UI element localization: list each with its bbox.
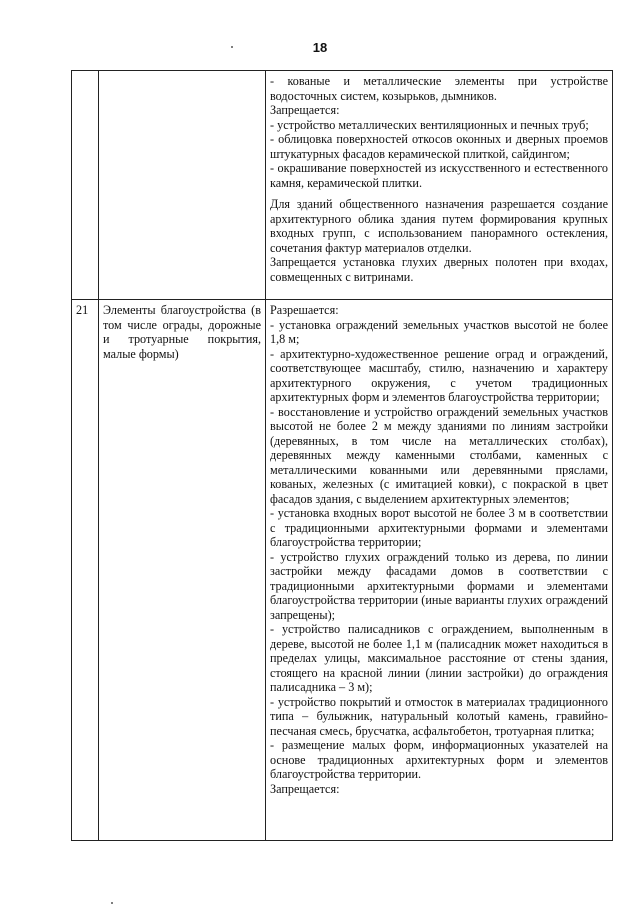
requirement-item: Запрещается установка глухих дверных полотен при входах, совмещенных с витринами. — [270, 255, 608, 284]
requirement-heading: Разрешается: — [270, 303, 339, 317]
element-cell — [99, 300, 266, 841]
element-name: Элементы благоустройства (в том числе ограды, дорожные и тротуарные покрытия, малые формы) — [103, 303, 261, 361]
requirement-heading: Запрещается: — [270, 781, 340, 796]
requirement-item: - восстановление и устройство ограждений земельных участков высотой не более 2 м между зданиями по линиям застройки (деревянных, в том числе на металлических столбах), деревянных между каменными столбами, каменных с металлическими кованными или деревянными пряслами, кованых, железных (с имитацией ковки), с покраской в цвет фасадов здания, с выделением архитектурных элементов; — [270, 404, 608, 506]
row-number-cell — [72, 71, 99, 300]
table-row — [72, 71, 613, 300]
requirements-cell — [266, 300, 613, 841]
requirement-item: - устройство покрытий и отмосток в материалах традиционного типа – булыжник, натуральный колотый камень, гравийно-песчаная смесь, брусчатка, асфальтобетон, тротуарная плитка; — [270, 694, 608, 738]
requirement-item: Для зданий общественного назначения разрешается создание архитектурного облика здания путем формирования крупных входных групп, с использованием панорамного остекления, сочетания фактур материалов отделки. — [270, 197, 608, 255]
requirements-cell — [266, 71, 613, 300]
requirement-item: - устройство металлических вентиляционных и печных труб; — [270, 117, 589, 132]
requirement-item: - облицовка поверхностей откосов оконных и дверных проемов штукатурных фасадов керамической плиткой, сайдингом; — [270, 132, 608, 161]
row-number-cell: 21 — [72, 300, 99, 841]
requirement-item: - устройство палисадников с ограждением, выполненным в дереве, высотой не более 1,1 м (палисадник может находиться в пределах улицы, максимальное расстояние от стены здания, стоящего на красной линии (линии застройки) до ограждения палисадника – 3 м); — [270, 622, 608, 694]
scan-speck — [231, 46, 233, 48]
table-row — [72, 300, 613, 841]
element-cell — [99, 71, 266, 300]
requirement-item: - установка ограждений земельных участков высотой не более 1,8 м; — [270, 317, 608, 346]
requirement-item: - размещение малых форм, информационных указателей на основе традиционных архитектурных форм и элементов благоустройства территории. — [270, 738, 608, 781]
requirement-item: - архитектурно-художественное решение оград и ограждений, соответствующее масштабу, стилю, назначению и характеру архитектурного окружения, с учетом традиционных архитектурных форм и элементов благоустройства территории; — [270, 346, 608, 404]
requirement-item: - окрашивание поверхностей из искусственного и естественного камня, керамической плитки. — [270, 161, 608, 190]
requirement-heading: Запрещается: — [270, 103, 340, 117]
requirement-item: - устройство глухих ограждений только из дерева, по линии застройки между фасадами домов в соответствии с традиционными архитектурными формами и элементами благоустройства территории (иные варианты глухих ограждений запрещены); — [270, 549, 608, 622]
requirement-item: - кованые и металлические элементы при устройстве водосточных систем, козырьков, дымников. — [270, 74, 608, 103]
requirement-item: - установка входных ворот высотой не более 3 м в соответствии с традиционными архитектурными формами и элементами благоустройства территории; — [270, 506, 608, 549]
page-number: 18 — [312, 40, 328, 55]
regulations-table — [71, 70, 613, 841]
scan-speck — [111, 902, 113, 904]
